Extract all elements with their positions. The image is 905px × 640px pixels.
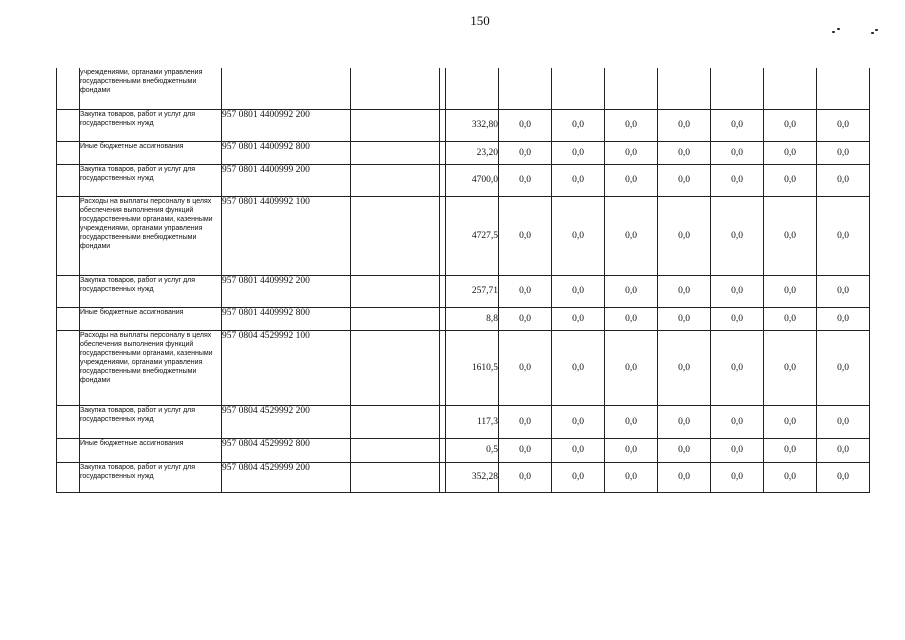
- value-cell: 0,0: [764, 109, 817, 141]
- value-cell: 0,0: [552, 164, 605, 196]
- expense-name-cell: учреждениями, органами управления государственными внебюджетными фондами: [80, 68, 222, 109]
- amount-cell: 332,80: [446, 109, 499, 141]
- table-row: [57, 68, 870, 109]
- value-cell: 0,0: [658, 405, 711, 438]
- value-cell: 0,0: [711, 438, 764, 462]
- table-row: [57, 275, 870, 307]
- value-cell: 0,0: [605, 196, 658, 275]
- value-cell: 0,0: [499, 164, 552, 196]
- value-cell: 0,0: [658, 462, 711, 492]
- budget-code-cell: 957 0801 4409992 200: [222, 275, 351, 307]
- value-cell: 0,0: [711, 141, 764, 164]
- blank-cell: [351, 330, 440, 405]
- value-cell: 0,0: [605, 275, 658, 307]
- value-cell: 0,0: [552, 438, 605, 462]
- value-cell: 0,0: [711, 109, 764, 141]
- table-row: [57, 164, 870, 196]
- value-cell: 0,0: [658, 164, 711, 196]
- scan-mark: [837, 28, 840, 30]
- budget-code-cell: 957 0801 4400992 200: [222, 109, 351, 141]
- value-cell: 0,0: [605, 164, 658, 196]
- value-cell: 0,0: [552, 141, 605, 164]
- value-cell: 0,0: [499, 438, 552, 462]
- table-row: [57, 438, 870, 462]
- row-index-cell: [57, 405, 80, 438]
- value-cell: 0,0: [711, 330, 764, 405]
- budget-code-cell: 957 0801 4409992 800: [222, 307, 351, 330]
- value-cell: 0,0: [711, 462, 764, 492]
- value-cell: 0,0: [552, 330, 605, 405]
- blank-cell: [351, 462, 440, 492]
- value-cell: 0,0: [764, 330, 817, 405]
- value-cell: 0,0: [605, 330, 658, 405]
- budget-table: [56, 68, 870, 493]
- row-index-cell: [57, 164, 80, 196]
- value-cell: 0,0: [605, 405, 658, 438]
- value-cell: 0,0: [499, 307, 552, 330]
- blank-cell: [351, 438, 440, 462]
- value-cell: [711, 68, 764, 109]
- value-cell: 0,0: [711, 405, 764, 438]
- value-cell: 0,0: [552, 109, 605, 141]
- value-cell: 0,0: [711, 307, 764, 330]
- amount-cell: 4700,0: [446, 164, 499, 196]
- budget-code-cell: 957 0801 4409992 100: [222, 196, 351, 275]
- expense-name-cell: Расходы на выплаты персоналу в целях обеспечения выполнения функций государственными органами, казенными учреждениями, органами управления государственными внебюджетными фондами: [80, 330, 222, 405]
- value-cell: 0,0: [711, 275, 764, 307]
- blank-cell: [351, 109, 440, 141]
- row-index-cell: [57, 141, 80, 164]
- value-cell: 0,0: [499, 109, 552, 141]
- amount-cell: [446, 68, 499, 109]
- value-cell: 0,0: [817, 164, 870, 196]
- value-cell: 0,0: [552, 307, 605, 330]
- value-cell: [658, 68, 711, 109]
- value-cell: 0,0: [764, 307, 817, 330]
- amount-cell: 117,3: [446, 405, 499, 438]
- row-index-cell: [57, 438, 80, 462]
- scan-mark: [871, 32, 874, 34]
- value-cell: 0,0: [658, 275, 711, 307]
- value-cell: 0,0: [499, 196, 552, 275]
- blank-cell: [351, 307, 440, 330]
- page-number: 150: [470, 13, 490, 28]
- table-row: [57, 307, 870, 330]
- blank-cell: [351, 141, 440, 164]
- value-cell: 0,0: [499, 462, 552, 492]
- value-cell: 0,0: [764, 438, 817, 462]
- expense-name-cell: Иные бюджетные ассигнования: [80, 438, 222, 462]
- value-cell: 0,0: [817, 330, 870, 405]
- row-index-cell: [57, 68, 80, 109]
- value-cell: 0,0: [817, 275, 870, 307]
- value-cell: 0,0: [658, 438, 711, 462]
- value-cell: 0,0: [817, 438, 870, 462]
- value-cell: 0,0: [605, 109, 658, 141]
- value-cell: 0,0: [552, 462, 605, 492]
- budget-code-cell: 957 0801 4400999 200: [222, 164, 351, 196]
- budget-code-cell: 957 0804 4529992 200: [222, 405, 351, 438]
- value-cell: 0,0: [605, 307, 658, 330]
- table-row: [57, 141, 870, 164]
- budget-code-cell: 957 0804 4529992 800: [222, 438, 351, 462]
- expense-name-cell: Иные бюджетные ассигнования: [80, 141, 222, 164]
- amount-cell: 23,20: [446, 141, 499, 164]
- value-cell: [764, 68, 817, 109]
- expense-name-cell: Закупка товаров, работ и услуг для государственных нужд: [80, 275, 222, 307]
- expense-name-cell: Закупка товаров, работ и услуг для государственных нужд: [80, 164, 222, 196]
- scan-mark: [832, 31, 835, 33]
- value-cell: 0,0: [658, 307, 711, 330]
- row-index-cell: [57, 462, 80, 492]
- value-cell: [817, 68, 870, 109]
- budget-code-cell: [222, 68, 351, 109]
- value-cell: 0,0: [711, 164, 764, 196]
- amount-cell: 8,8: [446, 307, 499, 330]
- value-cell: 0,0: [764, 275, 817, 307]
- value-cell: 0,0: [764, 405, 817, 438]
- value-cell: 0,0: [764, 141, 817, 164]
- value-cell: 0,0: [552, 196, 605, 275]
- blank-cell: [351, 405, 440, 438]
- table-row: [57, 405, 870, 438]
- value-cell: 0,0: [499, 141, 552, 164]
- amount-cell: 4727,5: [446, 196, 499, 275]
- scan-mark: [875, 29, 878, 31]
- value-cell: 0,0: [658, 330, 711, 405]
- expense-name-cell: Иные бюджетные ассигнования: [80, 307, 222, 330]
- value-cell: 0,0: [817, 307, 870, 330]
- budget-code-cell: 957 0804 4529999 200: [222, 462, 351, 492]
- blank-cell: [351, 164, 440, 196]
- blank-cell: [351, 196, 440, 275]
- value-cell: 0,0: [817, 109, 870, 141]
- value-cell: 0,0: [817, 405, 870, 438]
- value-cell: 0,0: [658, 109, 711, 141]
- value-cell: 0,0: [658, 141, 711, 164]
- value-cell: [552, 68, 605, 109]
- value-cell: 0,0: [711, 196, 764, 275]
- value-cell: 0,0: [764, 462, 817, 492]
- expense-name-cell: Закупка товаров, работ и услуг для государственных нужд: [80, 462, 222, 492]
- value-cell: 0,0: [605, 141, 658, 164]
- value-cell: 0,0: [499, 405, 552, 438]
- budget-code-cell: 957 0801 4400992 800: [222, 141, 351, 164]
- table-row: [57, 462, 870, 492]
- amount-cell: 1610,5: [446, 330, 499, 405]
- blank-cell: [351, 68, 440, 109]
- value-cell: 0,0: [817, 141, 870, 164]
- amount-cell: 257,71: [446, 275, 499, 307]
- value-cell: 0,0: [817, 196, 870, 275]
- value-cell: 0,0: [499, 275, 552, 307]
- value-cell: 0,0: [817, 462, 870, 492]
- value-cell: 0,0: [552, 275, 605, 307]
- value-cell: 0,0: [764, 196, 817, 275]
- row-index-cell: [57, 196, 80, 275]
- table-row: [57, 109, 870, 141]
- table-row: [57, 330, 870, 405]
- value-cell: [499, 68, 552, 109]
- value-cell: 0,0: [764, 164, 817, 196]
- budget-table-body: [57, 68, 870, 492]
- value-cell: 0,0: [658, 196, 711, 275]
- row-index-cell: [57, 307, 80, 330]
- table-row: [57, 196, 870, 275]
- value-cell: [605, 68, 658, 109]
- row-index-cell: [57, 109, 80, 141]
- amount-cell: 0,5: [446, 438, 499, 462]
- expense-name-cell: Закупка товаров, работ и услуг для государственных нужд: [80, 405, 222, 438]
- blank-cell: [351, 275, 440, 307]
- expense-name-cell: Закупка товаров, работ и услуг для государственных нужд: [80, 109, 222, 141]
- budget-code-cell: 957 0804 4529992 100: [222, 330, 351, 405]
- row-index-cell: [57, 275, 80, 307]
- amount-cell: 352,28: [446, 462, 499, 492]
- row-index-cell: [57, 330, 80, 405]
- expense-name-cell: Расходы на выплаты персоналу в целях обеспечения выполнения функций государственными органами, казенными учреждениями, органами управления государственными внебюджетными фондами: [80, 196, 222, 275]
- value-cell: 0,0: [605, 438, 658, 462]
- value-cell: 0,0: [499, 330, 552, 405]
- value-cell: 0,0: [552, 405, 605, 438]
- value-cell: 0,0: [605, 462, 658, 492]
